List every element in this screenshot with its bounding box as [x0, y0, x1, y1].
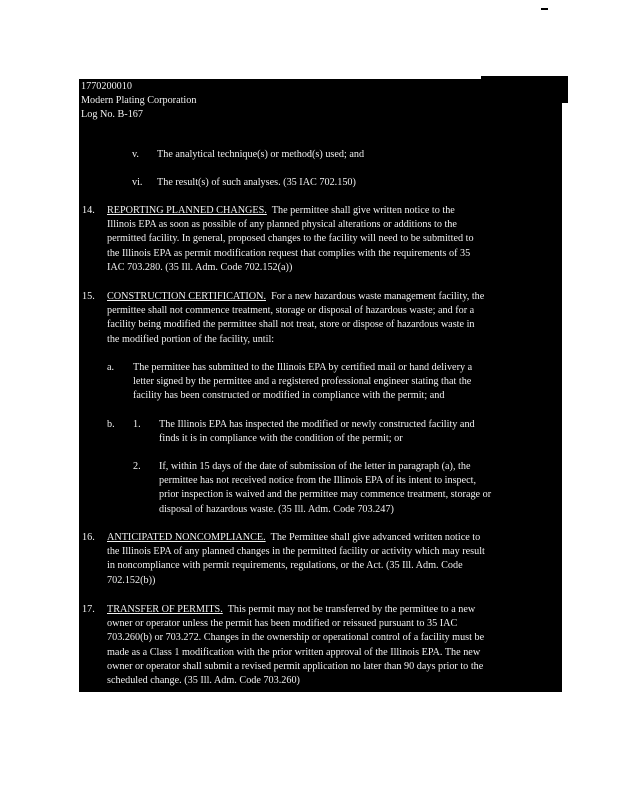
doc-id: 1770200010	[81, 81, 132, 92]
subitem-number: vi.	[132, 177, 143, 188]
section-text: permittee shall not commence treatment, storage or disposal of hazardous waste; and for a	[107, 305, 475, 317]
section-text: scheduled change. (35 Ill. Adm. Code 703.260)	[107, 675, 300, 687]
item-text: disposal of hazardous waste. (35 Ill. Adm. Code 703.247)	[159, 503, 394, 515]
section-heading: REPORTING PLANNED CHANGES.	[107, 205, 267, 216]
document-header	[81, 80, 196, 123]
section-text: permitted facility. In general, proposed changes to the facility will need to be submitted to	[107, 233, 474, 245]
section-text: The Permittee shall give advanced written notice to	[270, 532, 481, 543]
subitem-text: The analytical technique(s) or method(s) used; and	[157, 149, 365, 160]
section-number: 14.	[82, 205, 95, 216]
section-text: 703.260(b) or 703.272. Changes in the ownership or operational control of a facility must be	[107, 632, 485, 644]
item-text: prior inspection is waived and the permittee may commence treatment, storage or	[159, 489, 492, 501]
section-text: the Illinois EPA as permit modification request that complies with the requirements of 35	[107, 247, 471, 259]
item-text: The Illinois EPA has inspected the modified or newly constructed facility and	[159, 419, 475, 430]
section-text: owner or operator unless the permit has been modified or reissued pursuant to 35 IAC	[107, 618, 458, 630]
section-text: The permittee shall give written notice to the	[271, 205, 455, 216]
subitem-number: 2.	[133, 461, 141, 472]
section-heading: TRANSFER OF PERMITS.	[107, 604, 223, 615]
section-text: in noncompliance with permit requirements, regulations, or the Act. (35 Ill. Adm. Code	[107, 560, 463, 572]
subitem-number: 1.	[133, 419, 141, 430]
section-number: 16.	[82, 532, 95, 543]
section-number: 15.	[82, 291, 95, 302]
section-text: Illinois EPA as soon as possible of any planned physical alterations or additions to the	[107, 219, 457, 231]
corner-mark	[541, 8, 548, 10]
section-text: facility being modified the permittee shall not treat, store or dispose of hazardous waste in	[107, 319, 475, 331]
item-text: finds it is in compliance with the condition of the permit; or	[159, 433, 403, 445]
section-text: made as a Class 1 modification with the prior written approval of the Illinois EPA. The new	[107, 646, 481, 658]
section-text: the modified portion of the facility, until:	[107, 333, 275, 345]
section-text: IAC 703.280. (35 Ill. Adm. Code 702.152(a))	[107, 261, 293, 273]
item-letter: b.	[107, 419, 115, 430]
subitem-text: The result(s) of such analyses. (35 IAC 702.150)	[157, 177, 356, 188]
item-text: permittee has not received notice from the Illinois EPA of its intent to inspect,	[159, 475, 477, 487]
section-text: For a new hazardous waste management facility, the	[271, 291, 485, 302]
item-text: letter signed by the permittee and a registered professional engineer stating that the	[133, 376, 472, 388]
section-text: This permit may not be transferred by the permittee to a new	[227, 604, 476, 615]
section-heading: ANTICIPATED NONCOMPLIANCE.	[107, 532, 266, 543]
document-body	[79, 79, 562, 692]
section-heading: CONSTRUCTION CERTIFICATION.	[107, 291, 266, 302]
subitem-number: v.	[132, 149, 139, 160]
item-letter: a.	[107, 362, 115, 373]
section-text: the Illinois EPA of any planned changes in the permitted facility or activity which may result	[107, 546, 485, 558]
section-text: 702.152(b))	[107, 574, 156, 586]
section-text: owner or operator shall submit a revised permit application no later than 90 days prior to the	[107, 660, 484, 672]
section-number: 17.	[82, 604, 95, 615]
item-text: The permittee has submitted to the Illinois EPA by certified mail or hand delivery a	[133, 362, 473, 373]
log-number: Log No. B-167	[81, 109, 143, 121]
company-name: Modern Plating Corporation	[81, 95, 197, 107]
item-text: If, within 15 days of the date of submission of the letter in paragraph (a), the	[159, 461, 471, 472]
item-text: facility has been constructed or modified in compliance with the permit; and	[133, 390, 445, 402]
